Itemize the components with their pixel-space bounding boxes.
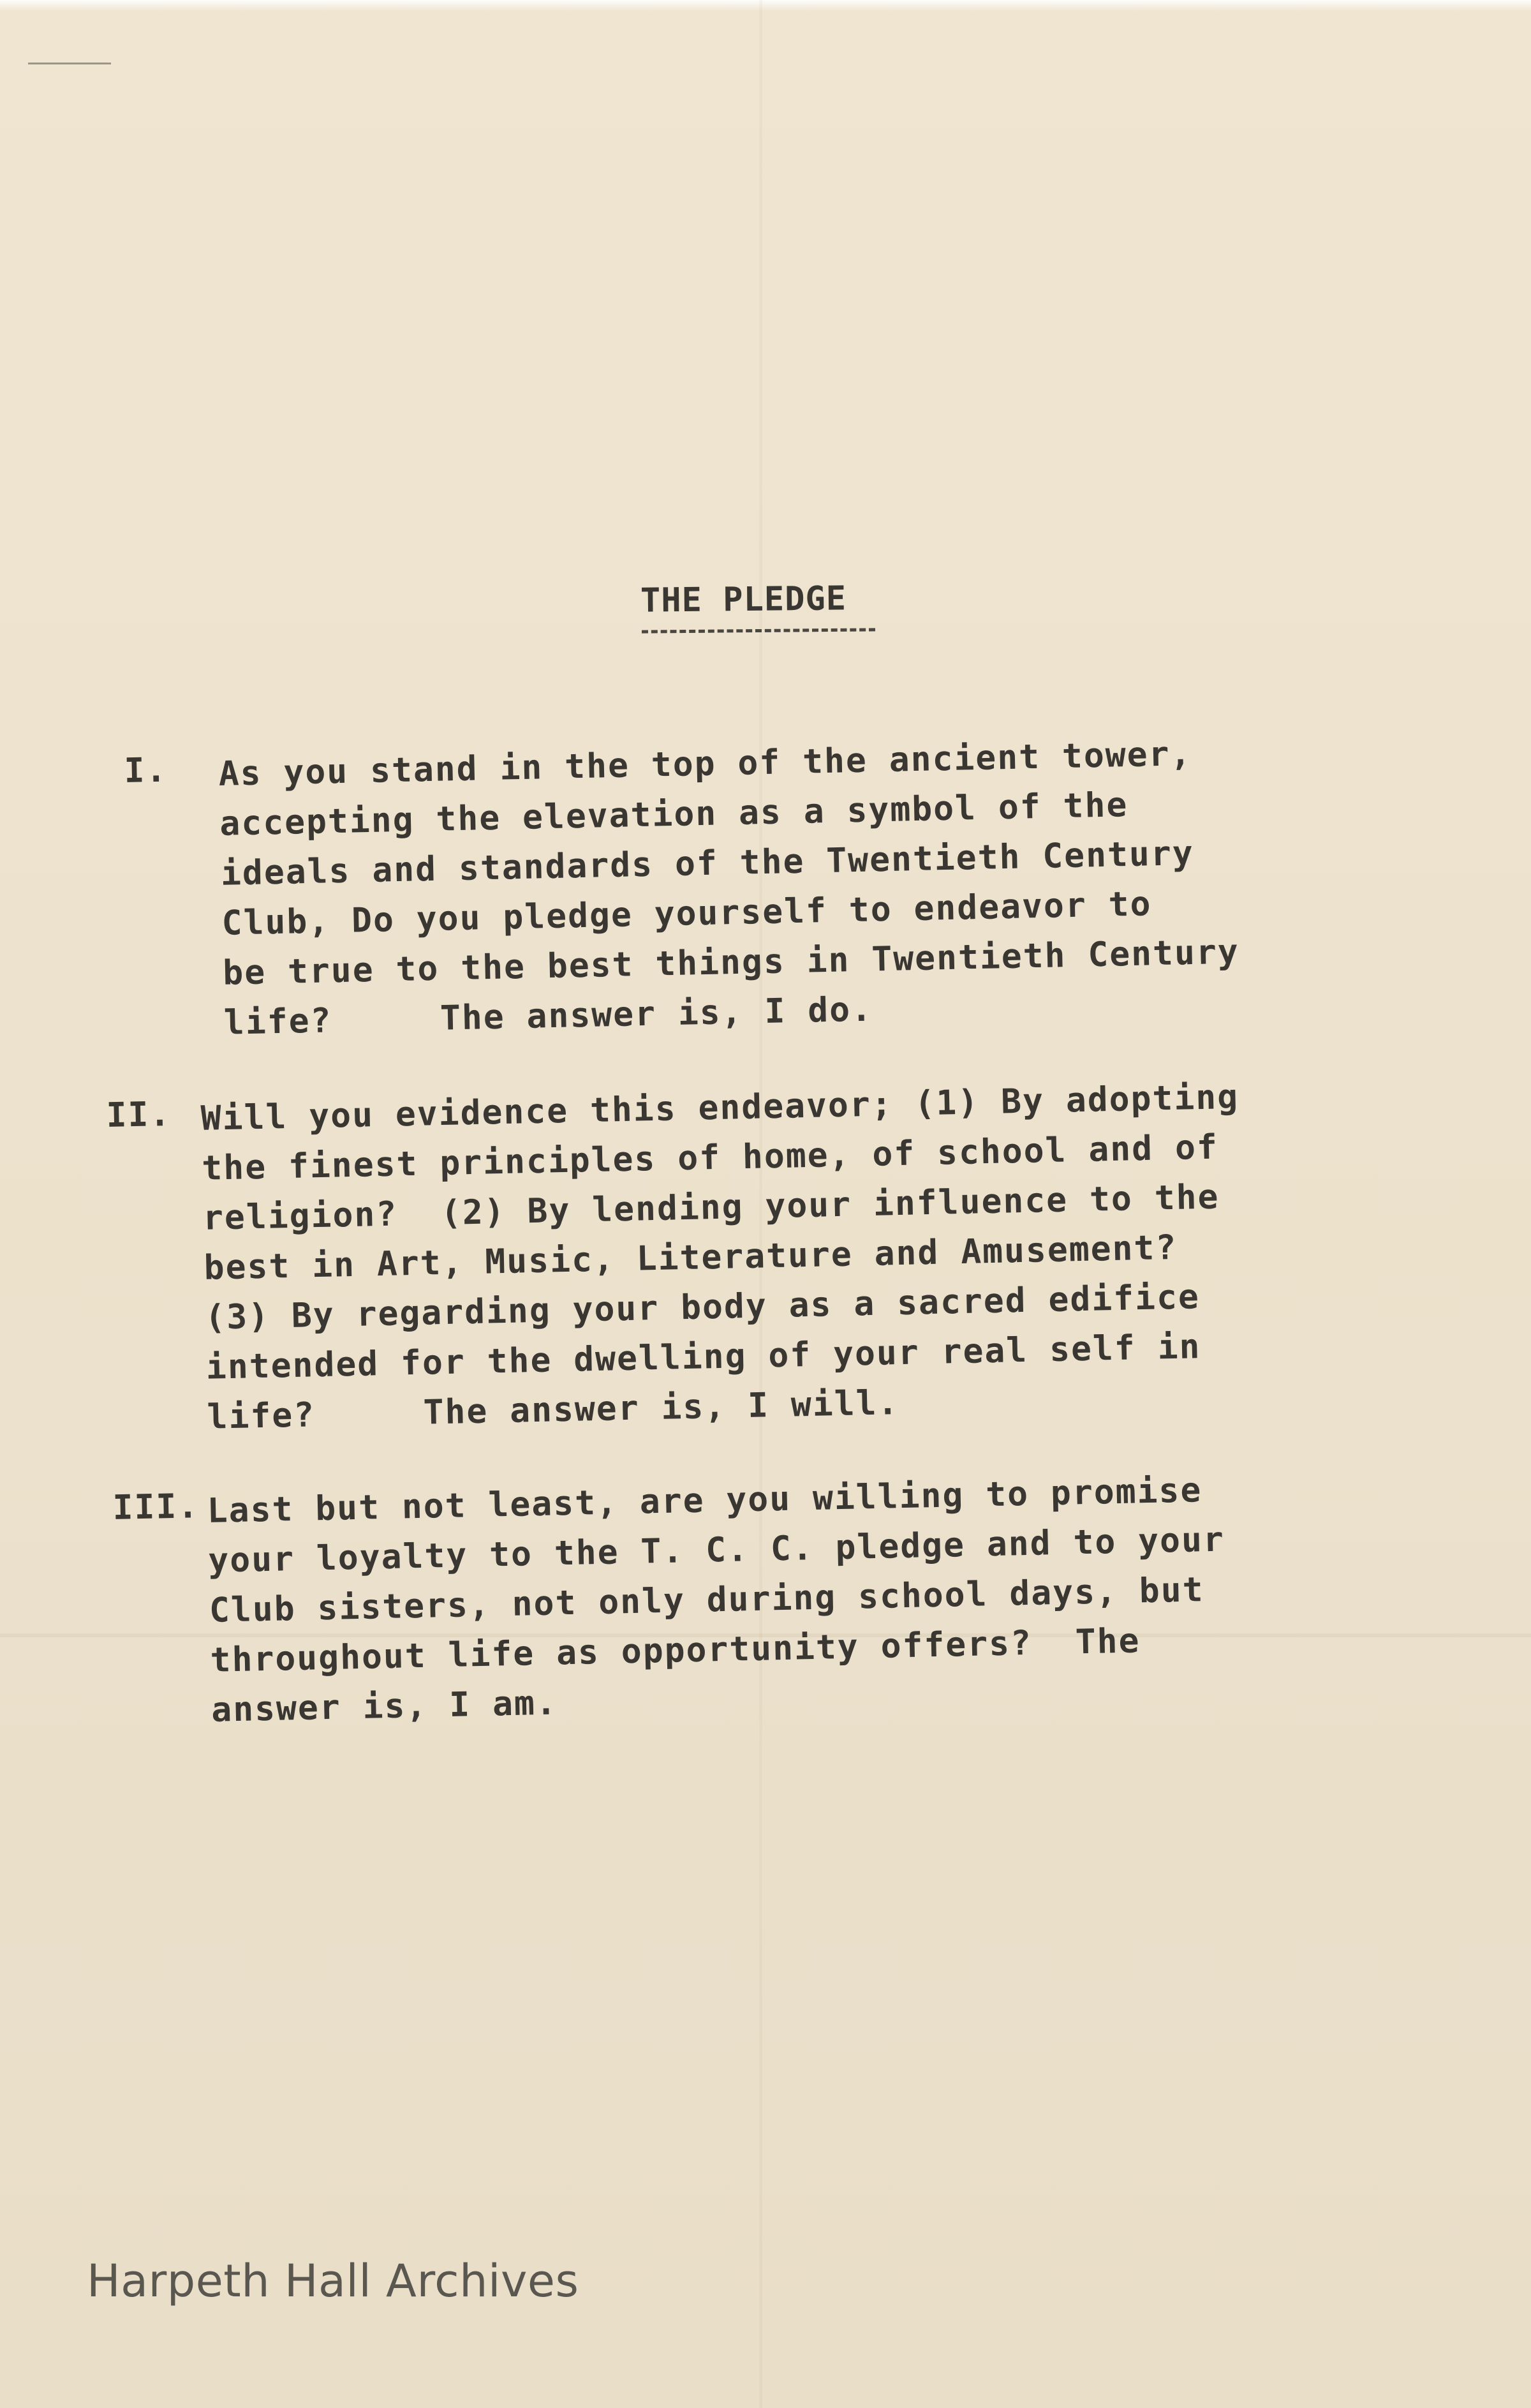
section-line: throughout life as opportunity offers? The bbox=[210, 1621, 1141, 1680]
pledge-section-3 bbox=[112, 1463, 1324, 1730]
section-line: life? The answer is, I will. bbox=[206, 1383, 900, 1437]
section-body bbox=[200, 1070, 1356, 1443]
section-line: life? The answer is, I do. bbox=[223, 990, 873, 1043]
paper-top-edge bbox=[0, 0, 1531, 11]
section-line: (3) By regarding your body as a sacred edifice bbox=[204, 1277, 1201, 1337]
pledge-section-2 bbox=[106, 1071, 1318, 1437]
section-line: Club sisters, not only during school days, but bbox=[209, 1570, 1205, 1630]
section-line: be true to the best things in Twentieth Century bbox=[222, 932, 1240, 993]
section-line: the finest principles of home, of school and of bbox=[201, 1127, 1219, 1188]
section-numeral: I. bbox=[124, 750, 168, 791]
section-body bbox=[218, 725, 1372, 1048]
section-line: answer is, I am. bbox=[211, 1683, 558, 1730]
pledge-section-1 bbox=[124, 726, 1336, 1043]
section-line: accepting the elevation as a symbol of the bbox=[219, 785, 1128, 844]
section-body bbox=[207, 1462, 1360, 1735]
section-numeral: III. bbox=[112, 1487, 200, 1527]
section-line: As you stand in the top of the ancient tower, bbox=[218, 734, 1192, 794]
archive-watermark: Harpeth Hall Archives bbox=[87, 2255, 579, 2307]
section-line: best in Art, Music, Literature and Amusement? bbox=[203, 1228, 1178, 1288]
section-line: Last but not least, are you willing to promise bbox=[207, 1471, 1202, 1531]
section-line: religion? (2) By lending your influence to the bbox=[202, 1177, 1220, 1238]
section-line: intended for the dwelling of your real self in bbox=[205, 1327, 1202, 1387]
title-underline bbox=[642, 628, 875, 633]
section-line: Will you evidence this endeavor; (1) By adopting bbox=[200, 1077, 1239, 1138]
section-line: your loyalty to the T. C. C. pledge and to your bbox=[207, 1520, 1225, 1580]
section-line: Club, Do you pledge yourself to endeavor to bbox=[221, 884, 1153, 943]
section-numeral: II. bbox=[106, 1094, 172, 1135]
corner-pencil-mark bbox=[28, 63, 111, 64]
section-line: ideals and standards of the Twentieth Century bbox=[220, 833, 1195, 893]
document-title: THE PLEDGE bbox=[640, 579, 847, 620]
